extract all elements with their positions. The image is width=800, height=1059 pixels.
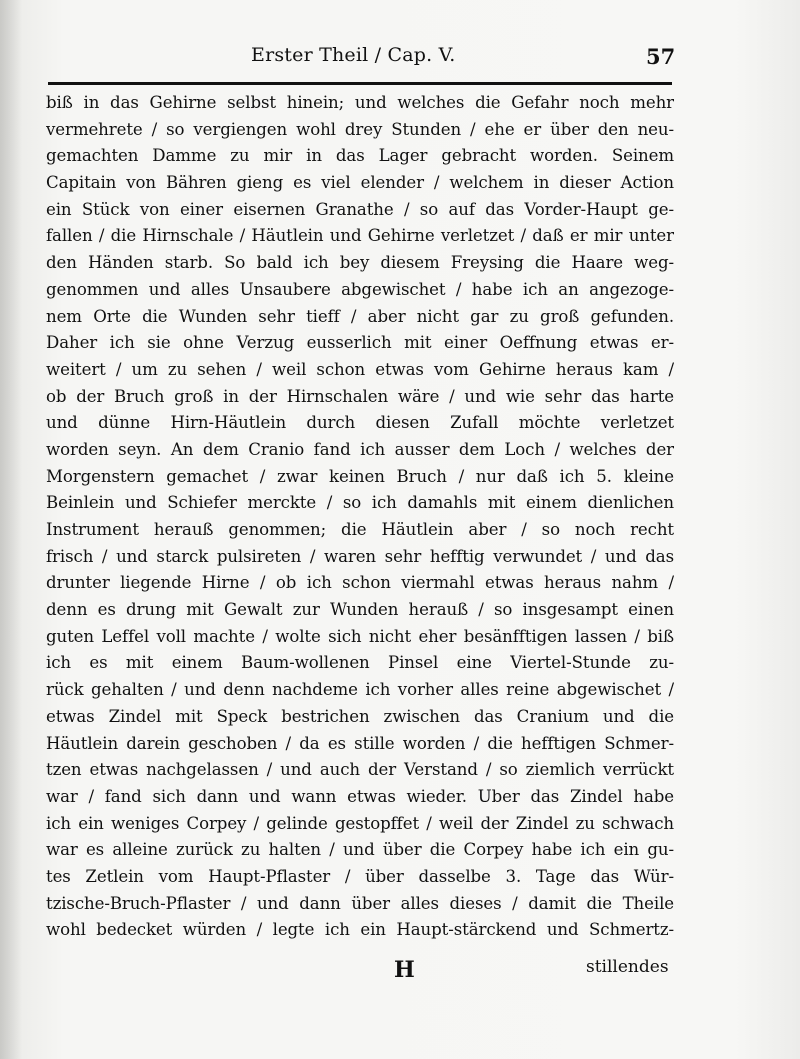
text-line: rück gehalten / und denn nachdeme ich vorher alles reine abgewischet / bbox=[46, 680, 674, 700]
text-line: genommen und alles Unsaubere abgewischet / habe ich an angezoge- bbox=[46, 279, 674, 299]
text-line: ich es mit einem Baum-wollenen Pinsel eine Viertel-Stunde zu- bbox=[46, 653, 674, 673]
text-line: Daher ich sie ohne Verzug eusserlich mit einer Oeffnung etwas er- bbox=[46, 333, 674, 353]
text-line: ein Stück von einer eisernen Granathe / so auf das Vorder-Haupt ge- bbox=[46, 199, 674, 219]
header-rule bbox=[48, 82, 672, 85]
text-line: wohl bedecket würden / legte ich ein Haupt-stärckend und Schmertz- bbox=[46, 920, 674, 940]
text-line: ob der Bruch groß in der Hirnschalen wäre / und wie sehr das harte bbox=[46, 386, 674, 406]
text-line: Häutlein darein geschoben / da es stille worden / die hefftigen Schmer- bbox=[46, 733, 674, 753]
text-line: gemachten Damme zu mir in das Lager gebracht worden. Seinem bbox=[46, 146, 674, 166]
text-line: denn es drung mit Gewalt zur Wunden herauß / so insgesampt einen bbox=[46, 600, 674, 620]
text-line: nem Orte die Wunden sehr tieff / aber nicht gar zu groß gefunden. bbox=[46, 306, 674, 326]
text-line: den Händen starb. So bald ich bey diesem Freysing die Haare weg- bbox=[46, 253, 674, 273]
text-line: Morgenstern gemachet / zwar keinen Bruch / nur daß ich 5. kleine bbox=[46, 466, 674, 486]
text-line: tes Zetlein vom Haupt-Pflaster / über dasselbe 3. Tage das Wür- bbox=[46, 866, 674, 886]
text-line: war / fand sich dann und wann etwas wieder. Uber das Zindel habe bbox=[46, 786, 674, 806]
text-line: tzen etwas nachgelassen / und auch der Verstand / so ziemlich verrückt bbox=[46, 760, 674, 780]
text-line: drunter liegende Hirne / ob ich schon viermahl etwas heraus nahm / bbox=[46, 573, 674, 593]
page-number: 57 bbox=[646, 44, 676, 69]
text-line: war es alleine zurück zu halten / und über die Corpey habe ich ein gu- bbox=[46, 840, 674, 860]
gutter-shadow bbox=[0, 0, 22, 1059]
text-line: weitert / um zu sehen / weil schon etwas vom Gehirne heraus kam / bbox=[46, 359, 674, 379]
text-line: Capitain von Bähren gieng es viel elender / welchem in dieser Action bbox=[46, 173, 674, 193]
text-line: Beinlein und Schiefer merckte / so ich damahls mit einem dienlichen bbox=[46, 493, 674, 513]
text-line: guten Leffel voll machte / wolte sich nicht eher besänfftigen lassen / biß bbox=[46, 626, 674, 646]
page-header bbox=[46, 40, 686, 80]
body-text bbox=[46, 90, 674, 944]
text-line: und dünne Hirn-Häutlein durch diesen Zufall möchte verletzet bbox=[46, 413, 674, 433]
text-line: tzische-Bruch-Pflaster / und dann über alles dieses / damit die Theile bbox=[46, 893, 674, 913]
text-line: frisch / und starck pulsireten / waren sehr hefftig verwundet / und das bbox=[46, 546, 674, 566]
text-line: ich ein weniges Corpey / gelinde gestopffet / weil der Zindel zu schwach bbox=[46, 813, 674, 833]
text-line: biß in das Gehirne selbst hinein; und welches die Gefahr noch mehr bbox=[46, 93, 674, 112]
text-line: fallen / die Hirnschale / Häutlein und Gehirne verletzet / daß er mir unter bbox=[46, 226, 674, 246]
catchword: stillendes bbox=[586, 957, 669, 977]
text-line: worden seyn. An dem Cranio fand ich ausser dem Loch / welches der bbox=[46, 439, 674, 459]
text-line: etwas Zindel mit Speck bestrichen zwischen das Cranium und die bbox=[46, 706, 674, 726]
signature-mark: H bbox=[394, 957, 415, 983]
text-line: vermehrete / so vergiengen wohl drey Stunden / ehe er über den neu- bbox=[46, 119, 674, 139]
text-line: Instrument herauß genommen; die Häutlein aber / so noch recht bbox=[46, 520, 674, 539]
running-head: Erster Theil / Cap. V. bbox=[251, 44, 456, 66]
